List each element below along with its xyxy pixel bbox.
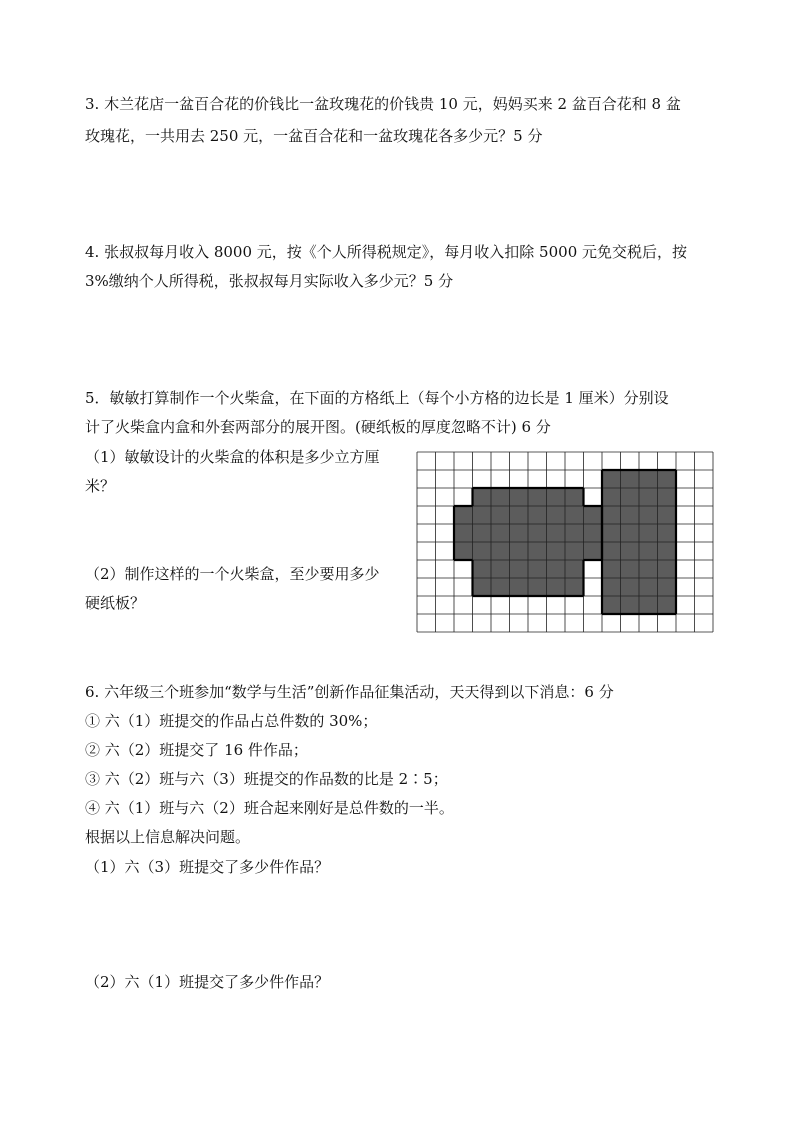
q3-text-line1: 3. 木兰花店一盆百合花的价钱比一盆玫瑰花的价钱贵 10 元，妈妈买来 2 盆百合花和 8 盆: [85, 95, 681, 113]
inner-box-net-cell: [584, 506, 603, 524]
inner-box-net-cell: [491, 488, 510, 506]
outer-sleeve-net-cell: [658, 578, 677, 596]
inner-box-net-cell: [565, 560, 584, 578]
inner-box-net-cell: [473, 506, 492, 524]
outer-sleeve-net-cell: [621, 560, 640, 578]
outer-sleeve-net-cell: [621, 470, 640, 488]
inner-box-net-cell: [565, 542, 584, 560]
q5-text-line1: 5．敏敏打算制作一个火柴盒，在下面的方格纸上（每个小方格的边长是 1 厘米）分别设: [85, 389, 669, 407]
outer-sleeve-net-cell: [639, 542, 658, 560]
outer-sleeve-net-cell: [602, 470, 621, 488]
grid-figure: [416, 451, 714, 633]
outer-sleeve-net-cell: [639, 578, 658, 596]
inner-box-net-cell: [547, 560, 566, 578]
inner-box-net-cell: [565, 506, 584, 524]
outer-sleeve-net-cell: [658, 488, 677, 506]
inner-box-net-cell: [510, 488, 529, 506]
inner-box-net-cell: [528, 560, 547, 578]
inner-box-net-cell: [528, 542, 547, 560]
inner-box-net-cell: [454, 542, 473, 560]
inner-box-net-cell: [454, 524, 473, 542]
outer-sleeve-net-cell: [639, 560, 658, 578]
inner-box-net-cell: [565, 488, 584, 506]
outer-sleeve-net-cell: [639, 506, 658, 524]
outer-sleeve-net-cell: [621, 506, 640, 524]
q6-info-1: ① 六（1）班提交的作品占总件数的 30%；: [85, 712, 378, 730]
inner-box-net-cell: [528, 488, 547, 506]
outer-sleeve-net-cell: [602, 578, 621, 596]
outer-sleeve-net-cell: [639, 470, 658, 488]
q6-info-3: ③ 六（2）班与六（3）班提交的作品数的比是 2∶5；: [85, 770, 448, 788]
inner-box-net-cell: [565, 524, 584, 542]
q5-sub1-line1: （1）敏敏设计的火柴盒的体积是多少立方厘: [85, 448, 380, 466]
outer-sleeve-net-cell: [602, 542, 621, 560]
inner-box-net-cell: [584, 524, 603, 542]
inner-box-net-cell: [510, 560, 529, 578]
inner-box-net-cell: [454, 506, 473, 524]
inner-box-net-cell: [491, 506, 510, 524]
q6-info-4: ④ 六（1）班与六（2）班合起来刚好是总件数的一半。: [85, 799, 454, 817]
outer-sleeve-net-cell: [658, 524, 677, 542]
outer-sleeve-net-cell: [621, 578, 640, 596]
outer-sleeve-net-cell: [602, 506, 621, 524]
inner-box-net-cell: [491, 524, 510, 542]
outer-sleeve-net-cell: [658, 506, 677, 524]
outer-sleeve-net-cell: [658, 470, 677, 488]
q6-text-line1: 6. 六年级三个班参加“数学与生活”创新作品征集活动，天天得到以下消息：6 分: [85, 683, 614, 701]
inner-box-net-cell: [547, 542, 566, 560]
inner-box-net-cell: [473, 524, 492, 542]
q5-text-line2: 计了火柴盒内盒和外套两部分的展开图。(硬纸板的厚度忽略不计) 6 分: [85, 418, 551, 436]
inner-box-net-cell: [491, 578, 510, 596]
outer-sleeve-net-cell: [602, 560, 621, 578]
q6-sub2: （2）六（1）班提交了多少件作品？: [85, 973, 330, 991]
outer-sleeve-net-cell: [639, 596, 658, 614]
inner-box-net-cell: [547, 524, 566, 542]
q6-prompt: 根据以上信息解决问题。: [85, 828, 251, 846]
inner-box-net-cell: [491, 542, 510, 560]
outer-sleeve-net-cell: [602, 488, 621, 506]
inner-box-net-cell: [510, 524, 529, 542]
outer-sleeve-net-cell: [658, 542, 677, 560]
inner-box-net-cell: [473, 488, 492, 506]
outer-sleeve-net-cell: [602, 596, 621, 614]
q6-info-2: ② 六（2）班提交了 16 件作品；: [85, 741, 308, 759]
outer-sleeve-net-cell: [658, 596, 677, 614]
inner-box-net-cell: [584, 542, 603, 560]
q4-text-line2: 3%缴纳个人所得税，张叔叔每月实际收入多少元？5 分: [85, 272, 454, 290]
outer-sleeve-net-cell: [639, 488, 658, 506]
q5-sub2-line2: 硬纸板？: [85, 594, 146, 612]
inner-box-net-cell: [473, 560, 492, 578]
inner-box-net-cell: [510, 578, 529, 596]
inner-box-net-cell: [547, 506, 566, 524]
inner-box-net-cell: [491, 560, 510, 578]
outer-sleeve-net-cell: [621, 524, 640, 542]
q6-sub1: （1）六（3）班提交了多少件作品？: [85, 858, 330, 876]
inner-box-net-cell: [547, 488, 566, 506]
inner-box-net-cell: [510, 506, 529, 524]
outer-sleeve-net-cell: [639, 524, 658, 542]
inner-box-net-cell: [528, 506, 547, 524]
q4-text-line1: 4. 张叔叔每月收入 8000 元，按《个人所得税规定》，每月收入扣除 5000 元免交税后，按: [85, 243, 688, 261]
matchbox-net-grid: [416, 451, 714, 633]
inner-box-net-cell: [510, 542, 529, 560]
q5-sub1-line2: 米？: [85, 477, 116, 495]
outer-sleeve-net-cell: [621, 488, 640, 506]
q5-sub2-line1: （2）制作这样的一个火柴盒，至少要用多少: [85, 565, 380, 583]
outer-sleeve-net-cell: [621, 542, 640, 560]
inner-box-net-cell: [528, 578, 547, 596]
q3-text-line2: 玫瑰花，一共用去 250 元，一盆百合花和一盆玫瑰花各多少元？5 分: [85, 127, 543, 145]
inner-box-net-cell: [473, 578, 492, 596]
outer-sleeve-net-cell: [602, 524, 621, 542]
inner-box-net-cell: [528, 524, 547, 542]
inner-box-net-cell: [547, 578, 566, 596]
outer-sleeve-net-cell: [658, 560, 677, 578]
outer-sleeve-net-cell: [621, 596, 640, 614]
inner-box-net-cell: [473, 542, 492, 560]
inner-box-net-cell: [565, 578, 584, 596]
